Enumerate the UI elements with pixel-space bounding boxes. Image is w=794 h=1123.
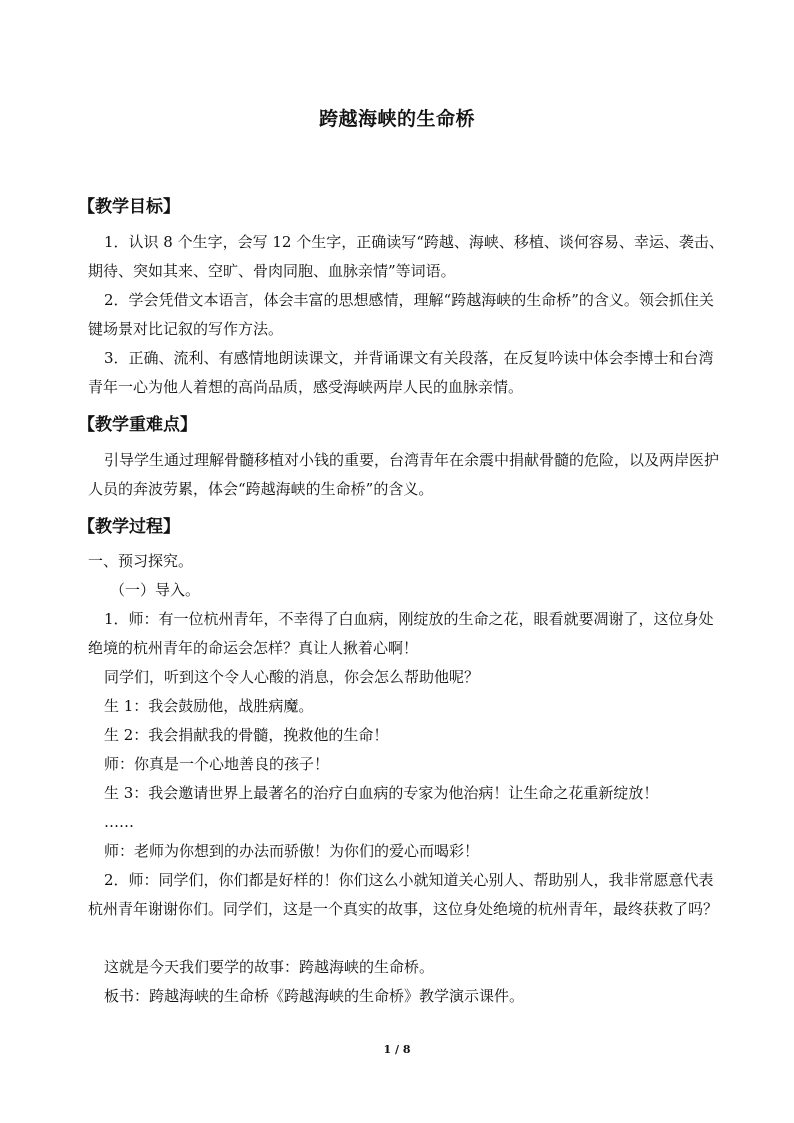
process-question: 同学们，听到这个令人心酸的消息，你会怎么帮助他呢？: [104, 668, 480, 686]
goal-item-1: 1．认识 8 个生字，会写 12 个生字，正确读写“跨越、海峡、移植、谈何容易、幸运、袭击、期待、突如其来、空旷、骨肉同胞、血脉亲情”等词语。: [88, 233, 724, 280]
process-teacher-2: 2．师：同学们，你们都是好样的！你们这么小就知道关心别人、帮助别人，我非常愿意代表杭州青年谢谢你们。同学们，这是一个真实的故事，这位身处绝境的杭州青年，最终获救了吗？: [88, 871, 719, 918]
goals-heading: 【教学目标】: [78, 197, 180, 217]
process-teacher-reply: 师：你真是一个心地善良的孩子！: [104, 755, 330, 773]
goal-item-3: 3．正确、流利、有感情地朗读课文，并背诵课文有关段落，在反复吟读中体会李博士和台湾青年一心为他人着想的高尚品质，感受海峡两岸人民的血脉亲情。: [88, 349, 714, 396]
page-number: 1 / 8: [383, 1043, 411, 1056]
process-section-1: 一、预习探究。: [88, 552, 194, 570]
key-points-heading: 【教学重难点】: [78, 415, 197, 435]
process-subsection-intro: （一）导入。: [110, 581, 201, 599]
document-title: 跨越海峡的生命桥: [318, 108, 475, 130]
process-story-intro: 这就是今天我们要学的故事：跨越海峡的生命桥。: [104, 958, 435, 976]
process-ellipsis: ……: [104, 813, 134, 831]
process-student-2: 生 2：我会捐献我的骨髓，挽救他的生命！: [104, 726, 389, 744]
key-points-text: 引导学生通过理解骨髓移植对小钱的重要，台湾青年在余震中捐献骨髓的危险，以及两岸医护人员的奔波劳累，体会“跨越海峡的生命桥”的含义。: [88, 451, 720, 498]
process-teacher-1: 1．师：有一位杭州青年，不幸得了白血病，刚绽放的生命之花，眼看就要凋谢了，这位身处绝境的杭州青年的命运会怎样？真让人揪着心啊！: [88, 610, 714, 657]
process-teacher-praise: 师：老师为你想到的办法而骄傲！为你们的爱心而喝彩！: [104, 842, 480, 860]
goal-item-2: 2．学会凭借文本语言，体会丰富的思想感情，理解“跨越海峡的生命桥”的含义。领会抓住关键场景对比记叙的写作方法。: [88, 291, 714, 338]
process-heading: 【教学过程】: [78, 517, 180, 537]
process-board-writing: 板书：跨越海峡的生命桥《跨越海峡的生命桥》教学演示课件。: [104, 987, 525, 1005]
process-student-3: 生 3：我会邀请世界上最著名的治疗白血病的专家为他治病！让生命之花重新绽放！: [104, 784, 659, 802]
process-student-1: 生 1：我会鼓励他，战胜病魔。: [104, 697, 314, 715]
